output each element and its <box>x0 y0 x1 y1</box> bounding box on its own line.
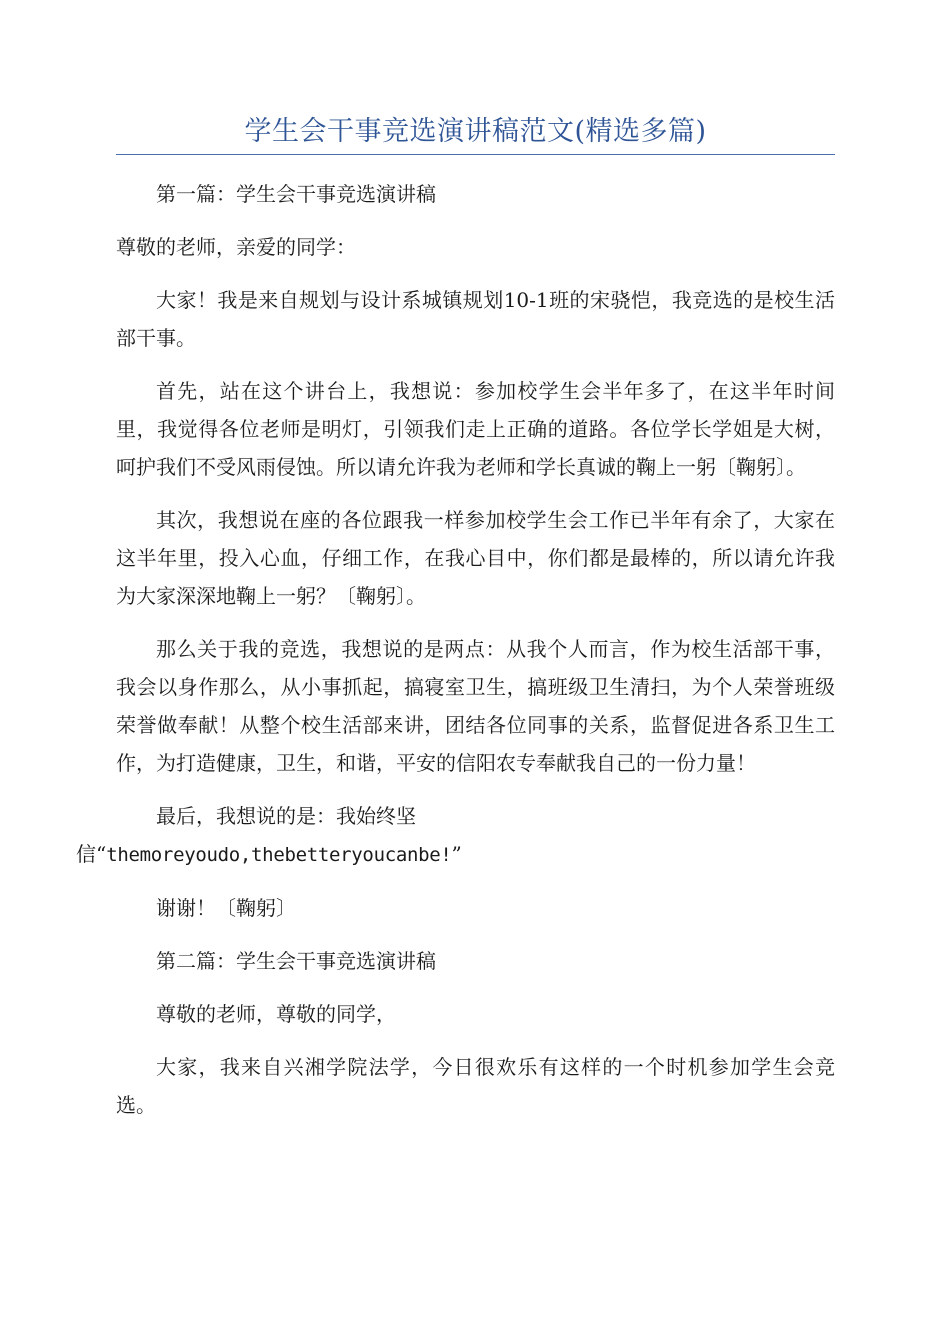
body-paragraph: 大家，我来自兴湘学院法学，今日很欢乐有这样的一个时机参加学生会竞选。 <box>116 1055 835 1117</box>
body-paragraph: 其次，我想说在座的各位跟我一样参加校学生会工作已半年有余了，大家在这半年里，投入心血，仔细工作，在我心目中，你们都是最棒的，所以请允许我为大家深深地鞠上一躬？〔鞠躬〕。 <box>116 508 835 608</box>
body-paragraph: 大家！我是来自规划与设计系城镇规划10-1班的宋骁恺，我竞选的是校生活部干事。 <box>116 288 835 350</box>
body-paragraph: 首先，站在这个讲台上，我想说：参加校学生会半年多了，在这半年时间里，我觉得各位老师是明灯，引领我们走上正确的道路。各位学长学姐是大树，呵护我们不受风雨侵蚀。所以请允许我为老师和学长真诚的鞠上一躬〔鞠躬〕。 <box>116 379 835 479</box>
closing-quote: themoreyoudo,thebetteryoucanbe! <box>106 844 452 866</box>
section-heading-1: 第一篇：学生会干事竞选演讲稿 <box>156 182 436 206</box>
closing-line-1: 最后，我想说的是：我始终坚 <box>156 804 416 828</box>
body-paragraph: 那么关于我的竞选，我想说的是两点：从我个人而言，作为校生活部干事，我会以身作那么，从小事抓起，搞寝室卫生，搞班级卫生清扫，为个人荣誉班级荣誉做奉献！从整个校生活部来讲，团结各位同事的关系，监督促进各系卫生工作，为打造健康，卫生，和谐，平安的信阳农专奉献我自己的一份力量！ <box>116 637 835 775</box>
document-body <box>76 175 835 1139</box>
thanks-line: 谢谢！〔鞠躬〕 <box>156 896 296 920</box>
closing-paragraph <box>76 797 835 874</box>
section-heading-2: 第二篇：学生会干事竞选演讲稿 <box>156 949 436 973</box>
document-title: 学生会干事竞选演讲稿范文(精选多篇) <box>244 116 707 147</box>
title-underline <box>116 154 835 155</box>
closing-quote-close: ” <box>451 842 462 866</box>
closing-quote-open: 信“ <box>76 842 107 866</box>
salutation-2: 尊敬的老师，尊敬的同学， <box>156 1002 396 1026</box>
salutation: 尊敬的老师，亲爱的同学： <box>116 235 356 259</box>
